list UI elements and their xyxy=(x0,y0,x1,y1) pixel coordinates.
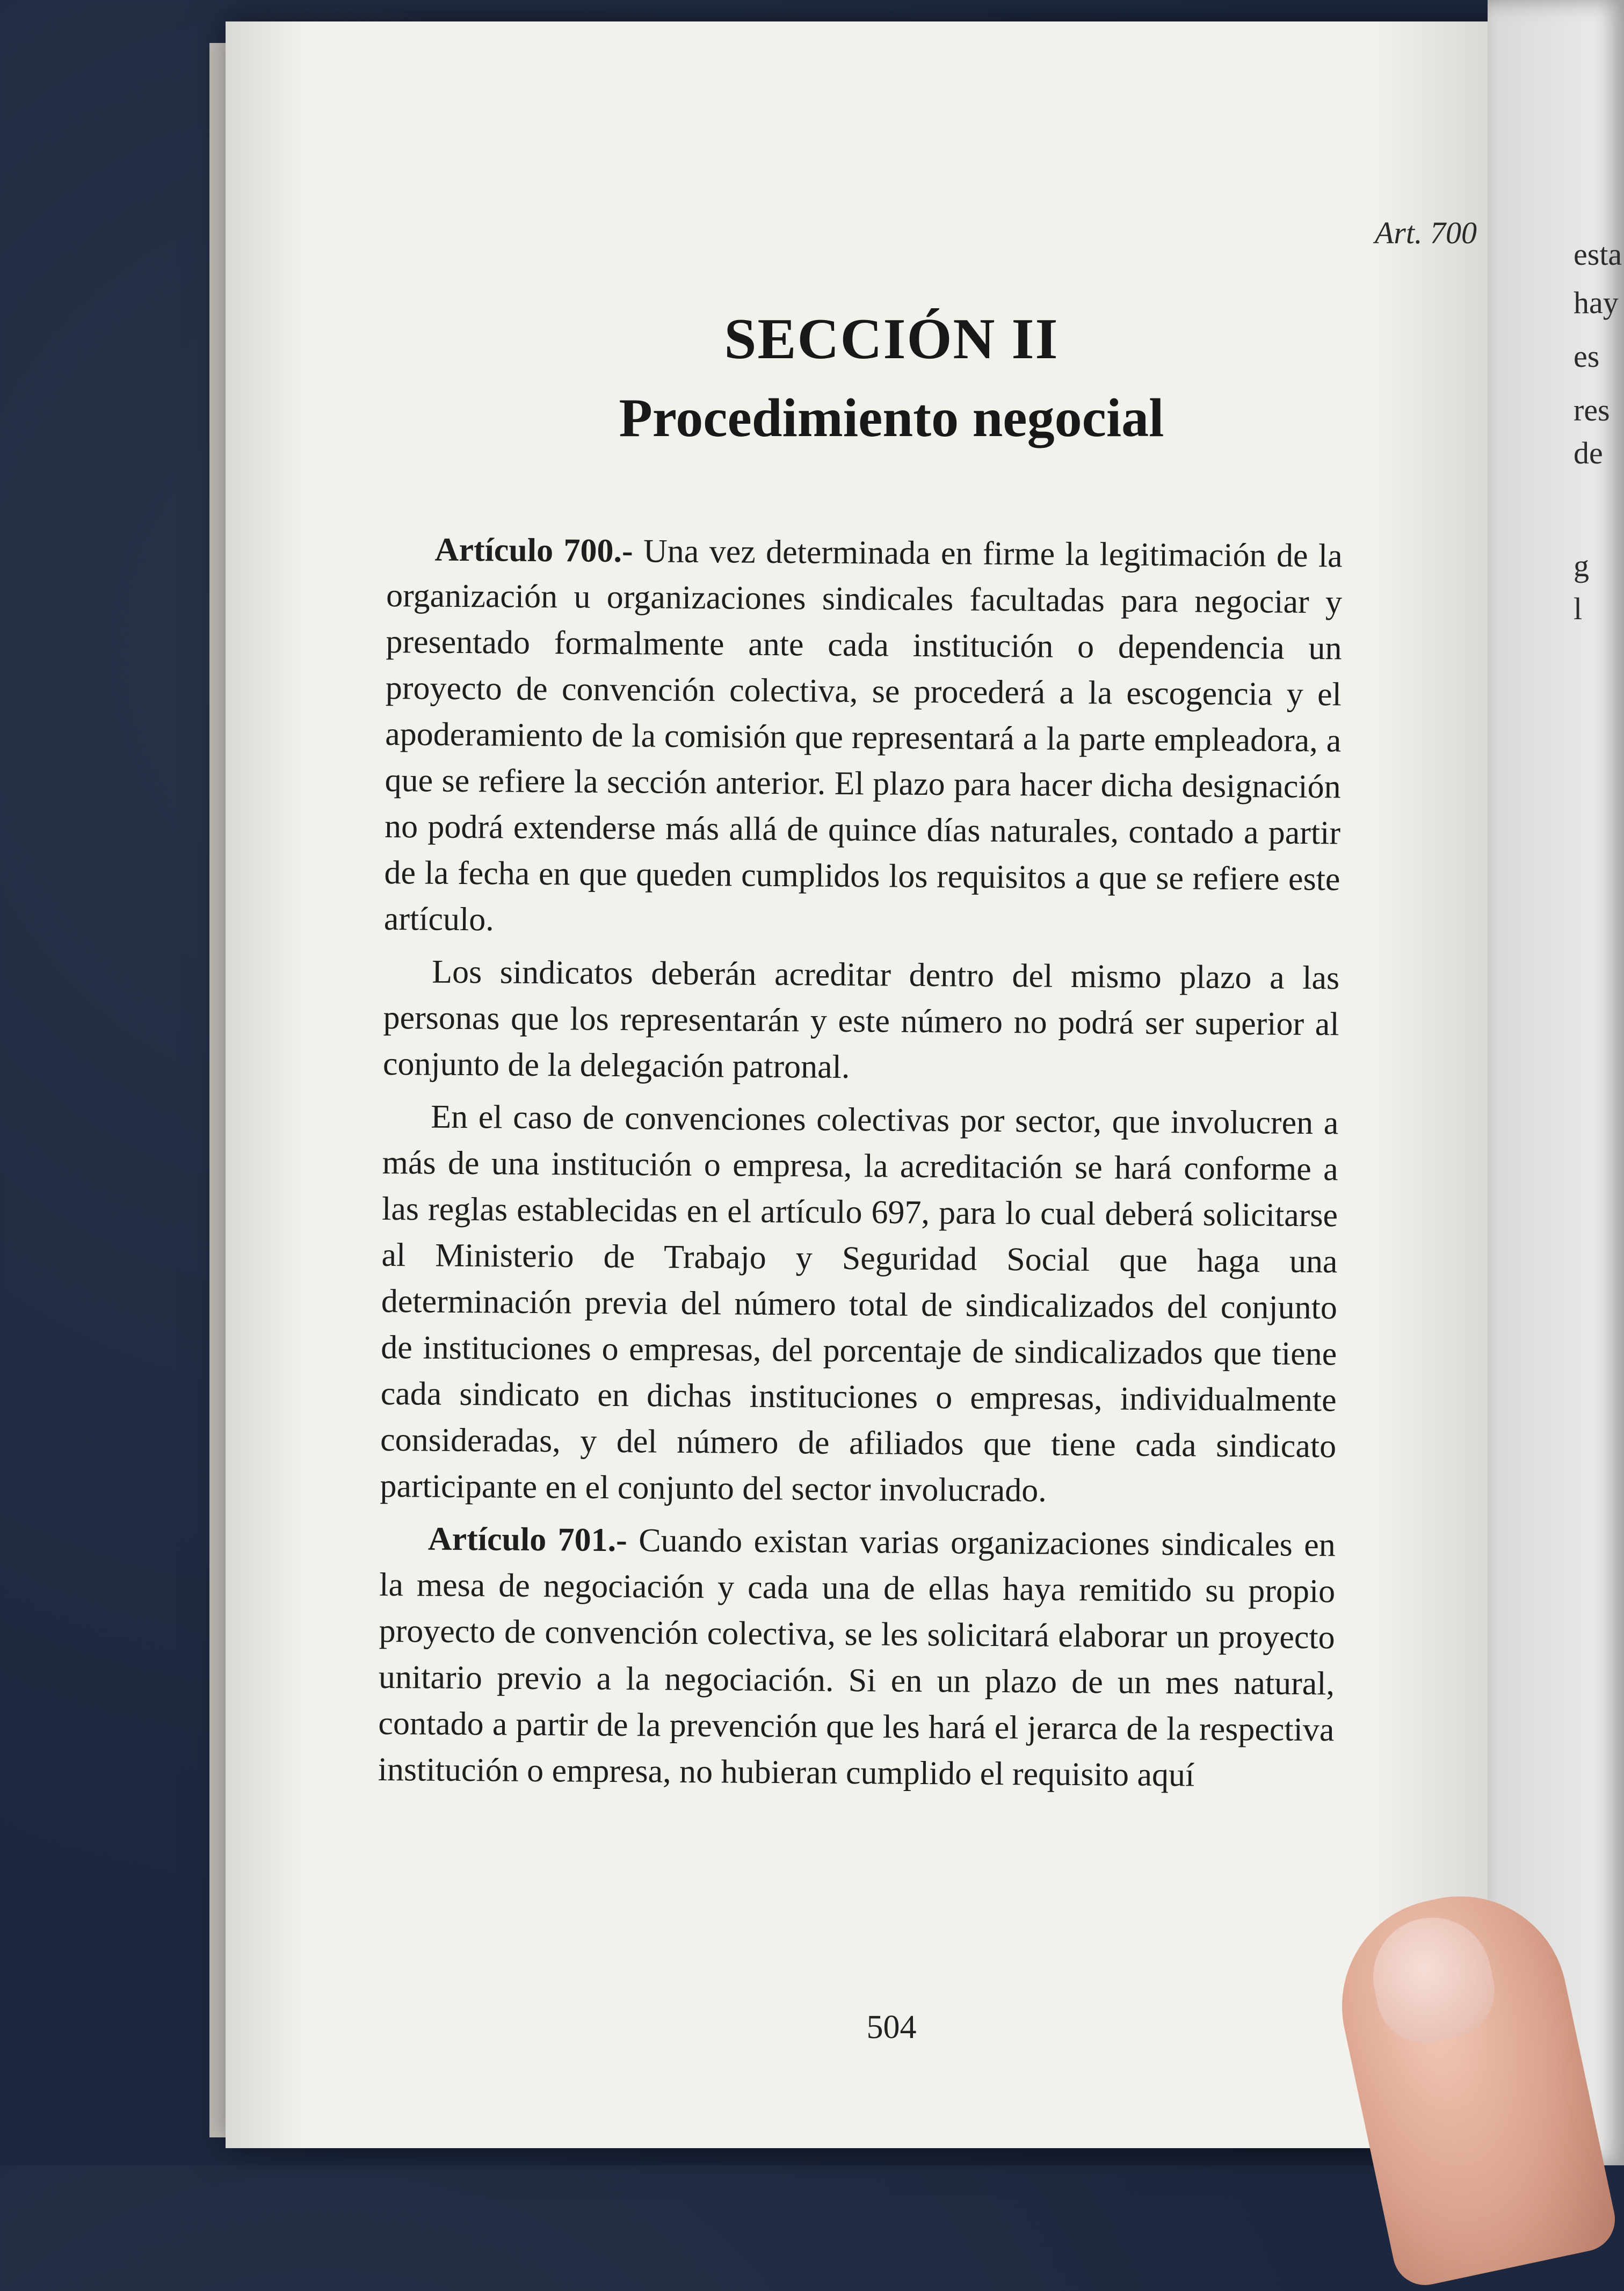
running-head: Art. 700 xyxy=(1374,215,1477,250)
article-label: Artículo 700.- xyxy=(434,531,633,570)
section-title: SECCIÓN II xyxy=(724,307,1059,371)
paragraph-text: Los sindicatos deberán acreditar dentro del mismo plazo a las personas que los representarán y este número no podrá ser superior al conjunto de la delegación patronal. xyxy=(382,953,1340,1086)
next-page-fragment: hay xyxy=(1574,285,1619,320)
paragraph-convenciones-sector xyxy=(380,1093,1338,1516)
paragraph-text: Cuando existan varias organizaciones sindicales en la mesa de negociación y cada una de ellas haya remitido su propio proyecto de convención colectiva, se les solicitará elaborar un proyecto unitario previo a la negociación. Si en un plazo de un mes natural, contado a partir de la prevención que les hará el jerarca de la respectiva institución o empresa, no hubieran cumplido el requisito aquí xyxy=(378,1522,1336,1794)
book-page xyxy=(226,21,1557,2148)
paragraph-text: En el caso de convenciones colectivas por sector, que involucren a más de una institución o empresa, la acreditación se hará conforme a las reglas establecidas en el artículo 697, para lo cual deberá solicitarse al Ministerio de Trabajo y Seguridad Social que haga una determinación previa del número total de sindicalizados del conjunto de instituciones o empresas, del porcentaje de sindicalizados que tiene cada sindicato en dichas instituciones o empresas, individualmente consideradas, y del número de afiliados que tiene cada sindicato participante en el conjunto del sector involucrado. xyxy=(380,1098,1339,1509)
next-page-fragment: de xyxy=(1574,436,1603,470)
body-text xyxy=(378,526,1343,1806)
paragraph-art-701 xyxy=(378,1516,1336,1799)
next-page-fragment: g xyxy=(1574,548,1589,583)
next-page-fragment: l xyxy=(1574,591,1583,626)
paragraph-sindicatos xyxy=(383,948,1340,1093)
article-label: Artículo 701.- xyxy=(427,1520,628,1559)
paragraph-art-700 xyxy=(384,526,1343,948)
next-page-fragment: esta xyxy=(1574,237,1622,272)
section-subtitle: Procedimiento negocial xyxy=(619,388,1164,448)
next-page-edge xyxy=(1488,0,1624,2165)
next-page-fragment: res xyxy=(1574,393,1610,427)
paragraph-text: Una vez determinada en firme la legitimación de la organización u organizaciones sindicales facultadas para negociar y presentado formalmente ante cada institución o dependencia un proyecto de convención colectiva, se procederá a la escogencia y el apoderamiento de la comisión que representará a la parte empleadora, a que se refiere la sección anterior. El plazo para hacer dicha designación no podrá extenderse más allá de quince días naturales, contado a partir de la fecha en que queden cumplidos los requisitos a que se refiere este artículo. xyxy=(383,533,1343,938)
next-page-fragment: es xyxy=(1574,339,1600,374)
page-number: 504 xyxy=(866,2009,917,2046)
thumbnail xyxy=(1362,1906,1504,2052)
